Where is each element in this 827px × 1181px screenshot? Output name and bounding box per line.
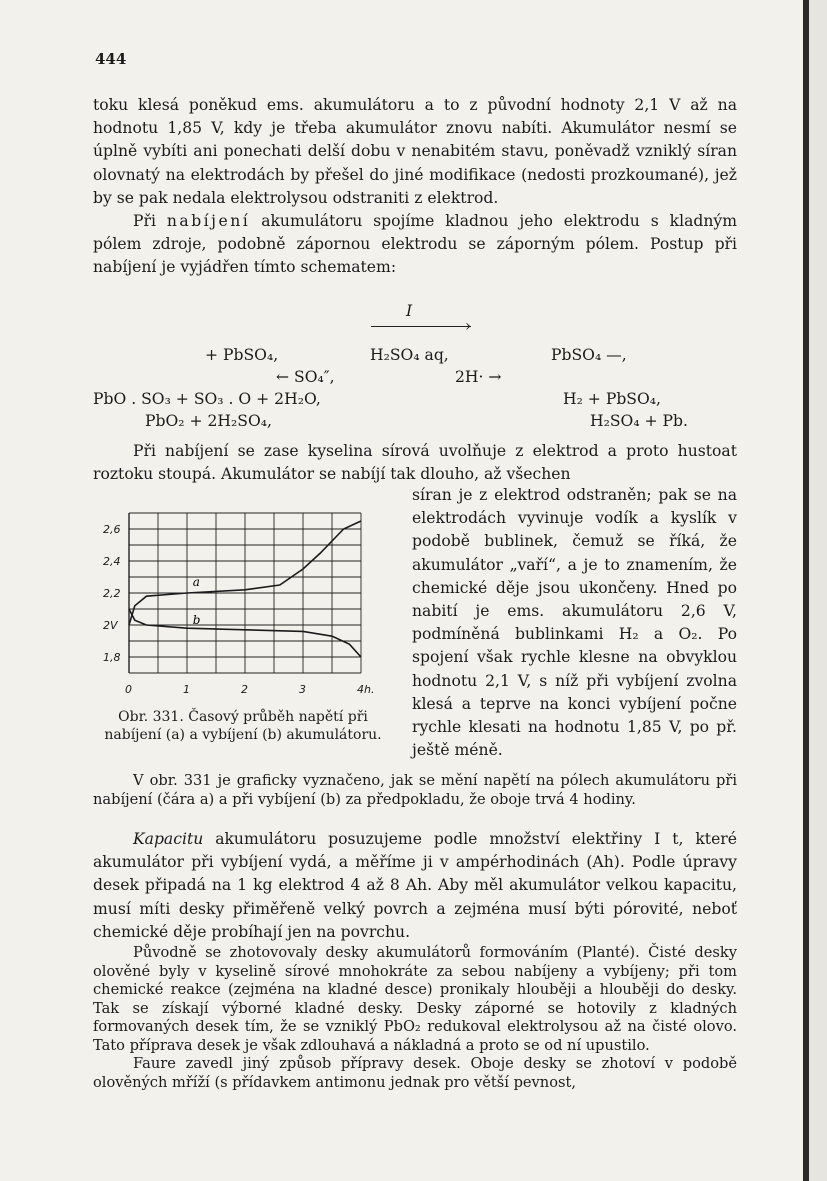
schema-arrow-line <box>371 326 471 327</box>
chart-ticks <box>103 523 374 696</box>
y-tick-label: 2,2 <box>103 587 121 600</box>
schema-r3-right: H₂ + PbSO₄, <box>563 390 661 408</box>
schema-r1-mid: H₂SO₄ aq, <box>370 346 449 364</box>
paragraph-after-figure: V obr. 331 je graficky vyznačeno, jak se mění napětí na pólech akumulátoru při nabíjení (čára a) a při vybíjení (b) za předpokladu, že oboje trvá 4 hodiny. <box>93 772 737 808</box>
chart-grid <box>129 513 361 673</box>
schema-r1-left: + PbSO₄, <box>205 346 279 364</box>
paragraph-1: toku klesá poněkud ems. akumulátoru a to z původní hodnoty 2,1 V až na hodnotu 1,85 V, kdy je třeba akumulátor znovu nabíti. Akumulátor nesmí se úplně vybíti ani ponechati delší dobu v nenabitém stavu, poněvadž vzniklý síran olovnatý na elektrodách by přešel do jiné modifikace (nedosti prozkoumané), jež by se pak nedala elektrolysou odstraniti z elektrod. <box>93 96 737 207</box>
paragraph-2: Při nabíjení akumulátoru spojíme kladnou jeho elektrodu s kladným pólem zdroje, podobně zápornou elektrodu se záporným pólem. Postup při nabíjení je vyjádřen tímto schematem: <box>93 212 737 277</box>
capacity-text: akumulátoru posuzujeme podle množství elektřiny I t, které akumulátor při vybíjení vydá, a měříme ji v ampérhodinách (Ah). Podle úpravy desek připadá na 1 kg elektrod 4 až 8 Ah. Aby měl akumulátor velkou kapacitu, musí míti desky přiměřeně velký povrch a zejména musí býti pórovité, neboť chemické děje probíhají jen na povrchu. <box>93 830 737 941</box>
label-b: b <box>192 613 201 628</box>
x-tick-label: 3 <box>299 683 306 696</box>
schema-r4-right: H₂SO₄ + Pb. <box>590 412 688 430</box>
schema-arrow-head: › <box>465 317 472 335</box>
schema-r4-left: PbO₂ + 2H₂SO₄, <box>145 412 272 430</box>
page-number: 444 <box>95 50 127 68</box>
reaction-schema <box>93 302 737 432</box>
top-text <box>93 94 737 280</box>
figure-caption: Obr. 331. Časový průběh napětí při nabíjení (a) a vybíjení (b) akumulátoru. <box>104 709 382 743</box>
right-column-paragraph: síran je z elektrod odstraněn; pak se na elektrodách vyvinuje vodík a kyslík v podobě bublinek, čemuž se říká, že akumulátor „vaří“, a je to znamením, že chemické děje jsou ukončeny. Hned po nabití je ems. akumulátoru 2,6 V, podmíněná bublinkami H₂ a O₂. Po spojení však rychle klesne na obvyklou hodnotu 2,1 V, s níž při vybíjení zvolna klesá a teprve na konci vybíjení počne rychle klesati na hodnotu 1,85 V, po př. ještě méně. <box>412 486 737 760</box>
x-tick-label: 2 <box>241 683 248 696</box>
y-tick-label: 2,4 <box>103 555 121 568</box>
small-print <box>93 944 737 1092</box>
capacity-section <box>93 828 737 944</box>
label-a: a <box>192 574 200 589</box>
term-nabijeni: nabíjení <box>166 212 251 231</box>
page-margin <box>809 0 827 1181</box>
schema-r2-right: 2H· → <box>455 368 502 386</box>
book-spine-edge <box>803 0 809 1181</box>
small-paragraph-1: Původně se zhotovovaly desky akumulátorů formováním (Planté). Čisté desky olověné byly v kyselině sírové mnohokráte za sebou nabíjeny a vybíjeny; při tom chemické reakce (zejména na kladné desce) pronikaly hlouběji a hlouběji do desky. Tak se získají výborné kladné desky. Desky záporné se hotovily z kladných formovaných desek tím, že se vzniklý PbO₂ redukoval elektrolysou až na čisté olovo. Tato příprava desek je však zdlouhavá a nákladná a proto se od ní upustilo. <box>93 944 737 1054</box>
x-tick-label: 0 <box>125 683 132 696</box>
paragraph-3: Při nabíjení se zase kyselina sírová uvolňuje z elektrod a proto hustoat roztoku stoupá. Akumulátor se nabíjí tak dlouho, až všechen <box>93 442 737 484</box>
x-tick-label: 1 <box>183 683 190 696</box>
y-tick-label: 2,6 <box>103 523 121 536</box>
term-kapacita: Kapacitu <box>133 830 204 848</box>
small-paragraph-2: Faure zavedl jiný způsob přípravy desek. Oboje desky se zhotoví v podobě olověných mříží (s přídavkem antimonu jednak pro větší pevnost, <box>93 1055 737 1091</box>
schema-r2-mid: ← SO₄″, <box>276 368 335 386</box>
schema-r1-right: PbSO₄ —, <box>551 346 627 364</box>
schema-r3-left: PbO . SO₃ + SO₃ . O + 2H₂O, <box>93 390 321 408</box>
voltage-chart <box>93 495 403 705</box>
right-column-text <box>412 484 737 762</box>
x-tick-label: 4h. <box>357 683 375 696</box>
y-tick-label: 2V <box>103 619 118 632</box>
y-tick-label: 1,8 <box>103 651 121 664</box>
schema-current: I <box>406 302 413 320</box>
